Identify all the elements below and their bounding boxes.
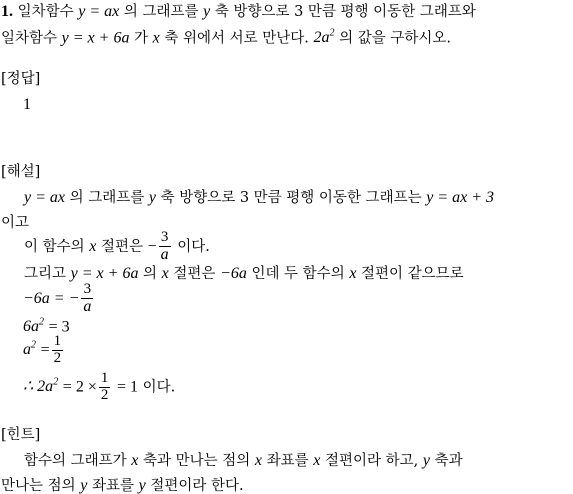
math-variable: y xyxy=(422,452,430,469)
solution-text: 축 방향으로 3 만큼 평행 이동한 그래프는 xyxy=(160,190,422,206)
math-expression: y = x + 6a xyxy=(70,265,139,282)
math-variable: x xyxy=(349,265,357,282)
solution-line-2 xyxy=(24,230,210,264)
question-line-1 xyxy=(1,4,476,20)
math-base: a xyxy=(23,341,31,359)
question-text: 의 그래프를 xyxy=(123,4,199,20)
math-variable: x xyxy=(254,452,262,469)
solution-label: [해설] xyxy=(1,164,41,180)
math-exponent: 2 xyxy=(329,28,335,39)
fraction xyxy=(99,371,111,404)
math-base: ∴ 2a xyxy=(23,378,54,396)
fraction-numerator: 1 xyxy=(100,370,109,386)
math-variable: x xyxy=(161,265,169,282)
fraction-denominator: 2 xyxy=(100,386,109,403)
math-variable: x xyxy=(313,452,321,469)
math-expression: = 2 × xyxy=(62,378,97,396)
question-text: 일차함수 xyxy=(17,4,74,20)
math-variable: x xyxy=(89,237,97,255)
math-expression: = 3 xyxy=(48,318,70,336)
math-expression: −6a = − xyxy=(23,289,80,307)
question-text: 축 위에서 서로 만난다. xyxy=(164,30,309,47)
solution-line-7 xyxy=(23,371,175,404)
hint-label: [힌트] xyxy=(1,427,41,443)
math-expression: y = ax xyxy=(24,189,65,206)
solution-text: 절편은 xyxy=(100,238,143,255)
solution-line-1 xyxy=(24,190,494,206)
math-sign: = xyxy=(40,341,50,359)
math-variable: y xyxy=(138,477,146,494)
hint-line-2 xyxy=(1,478,244,494)
math-variable: y xyxy=(203,3,211,20)
math-expression: y = ax + 3 xyxy=(426,189,494,206)
math-exponent: 2 xyxy=(53,376,59,388)
hint-text: 축과 만나는 점의 xyxy=(143,453,251,469)
math-base: 2a xyxy=(313,29,330,47)
math-expression: y = ax xyxy=(78,3,120,20)
solution-line-1-cont: 이고 xyxy=(1,215,30,231)
solution-text: 인데 두 함수의 xyxy=(251,266,345,282)
answer-label: [정답] xyxy=(1,71,41,87)
solution-text: 그리고 xyxy=(24,266,67,282)
question-text: 의 값을 구하시오. xyxy=(339,30,451,47)
math-expression xyxy=(23,341,36,358)
math-variable: x xyxy=(152,29,160,47)
solution-line-6 xyxy=(23,334,65,367)
fraction-denominator: a xyxy=(83,297,92,315)
math-expression xyxy=(23,378,58,395)
fraction-numerator: 1 xyxy=(53,333,62,349)
math-expression: = 1 xyxy=(116,378,138,396)
hint-text: 축과 xyxy=(434,453,463,469)
fraction-numerator: 3 xyxy=(81,282,93,299)
solution-text: 이다. xyxy=(177,238,210,255)
fraction xyxy=(81,282,93,316)
math-sign: − xyxy=(147,237,157,255)
solution-text: 의 xyxy=(143,266,158,282)
fraction-denominator: 2 xyxy=(53,349,62,366)
solution-text: 이 함수의 xyxy=(24,238,85,255)
solution-text: 절편이 같으므로 xyxy=(361,266,464,282)
solution-text: 의 그래프를 xyxy=(69,190,145,206)
fraction-numerator: 3 xyxy=(159,230,171,247)
math-exponent: 2 xyxy=(39,317,44,328)
hint-text: 만나는 점의 xyxy=(1,478,76,494)
question-number: 1. xyxy=(1,3,13,20)
question-text: 일차함수 xyxy=(1,30,58,47)
solution-line-5 xyxy=(23,318,70,335)
math-exponent: 2 xyxy=(31,339,36,351)
hint-text: 좌표를 xyxy=(266,453,309,469)
solution-text: 이다. xyxy=(142,379,176,396)
math-expression: −6a xyxy=(220,265,247,282)
solution-line-3 xyxy=(24,266,464,282)
math-variable: y xyxy=(148,189,156,206)
hint-text: 함수의 그래프가 xyxy=(24,453,127,469)
question-text: 가 xyxy=(134,30,149,47)
math-expression xyxy=(314,29,335,46)
fraction xyxy=(159,230,171,264)
solution-text: 절편은 xyxy=(173,266,216,282)
hint-text: 절편이라 하고, xyxy=(324,453,419,469)
question-text: 축 방향으로 3 만큼 평행 이동한 그래프와 xyxy=(214,4,476,20)
question-line-2 xyxy=(1,29,451,46)
hint-text: 좌표를 xyxy=(91,478,135,494)
math-variable: y xyxy=(80,477,88,494)
math-expression: y = x + 6a xyxy=(61,29,130,47)
hint-line-1 xyxy=(24,453,463,469)
math-variable: x xyxy=(131,452,139,469)
answer-value: 1 xyxy=(23,96,31,113)
hint-text: 절편이라 한다. xyxy=(150,478,244,494)
fraction-denominator: a xyxy=(160,245,169,263)
math-expression xyxy=(23,318,44,335)
solution-line-4 xyxy=(23,282,95,316)
fraction xyxy=(52,334,64,367)
math-base: 6a xyxy=(23,318,39,336)
